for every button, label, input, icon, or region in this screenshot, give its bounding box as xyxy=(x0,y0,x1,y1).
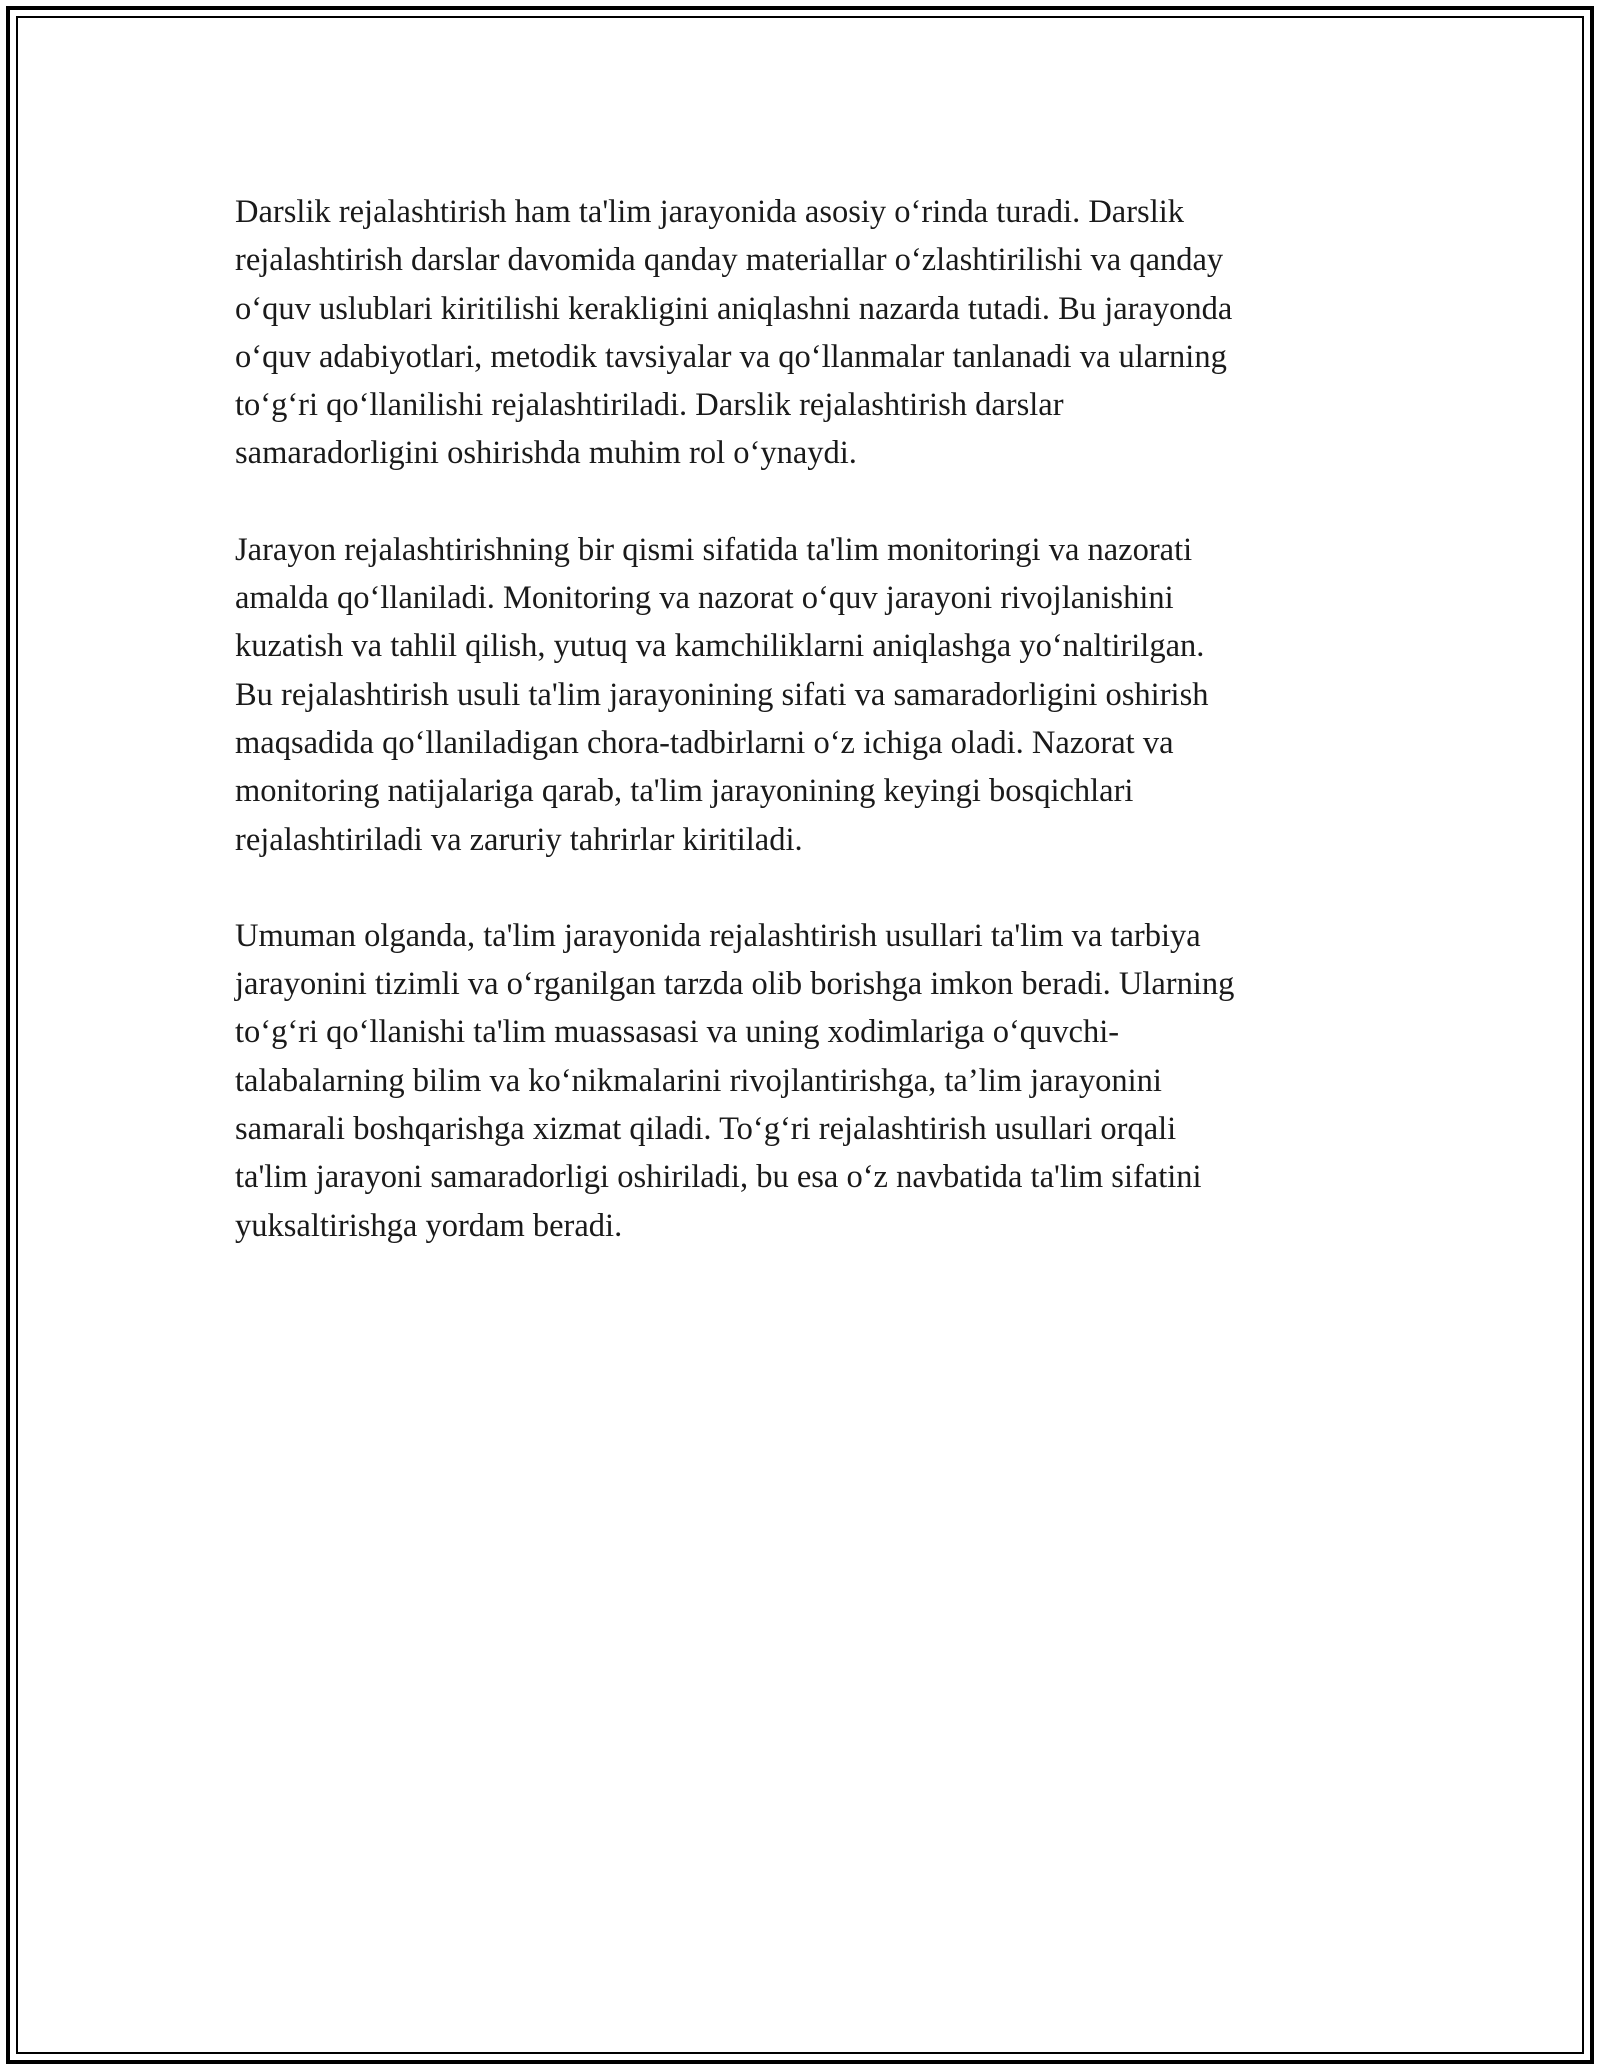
text-line: samarali boshqarishga xizmat qiladi. To‘g‘ri rejalashtirish usullari orqali xyxy=(235,1111,1177,1148)
text-line: jarayonini tizimli va o‘rganilgan tarzda olib borishga imkon beradi. Ularning xyxy=(235,966,1235,1003)
document-body xyxy=(235,188,1370,1298)
text-line: kuzatish va tahlil qilish, yutuq va kamchiliklarni aniqlashga yo‘naltirilgan. xyxy=(235,628,1205,665)
text-line: maqsadida qo‘llaniladigan chora-tadbirlarni o‘z ichiga oladi. Nazorat va xyxy=(235,724,1174,761)
text-line: o‘quv uslublari kiritilishi kerakligini aniqlashni nazarda tutadi. Bu jarayonda xyxy=(235,290,1233,327)
paragraph-umuman-olganda xyxy=(235,912,1370,1250)
text-line: o‘quv adabiyotlari, metodik tavsiyalar va qo‘llanmalar tanlanadi va ularning xyxy=(235,338,1227,375)
paragraph-jarayon-rejalashtirish xyxy=(235,526,1370,864)
text-line: rejalashtiriladi va zaruriy tahrirlar kiritiladi. xyxy=(235,821,803,858)
text-line: yuksaltirishga yordam beradi. xyxy=(235,1207,623,1244)
text-line: Darslik rejalashtirish ham ta'lim jarayonida asosiy o‘rinda turadi. Darslik xyxy=(235,194,1185,230)
text-line: ta'lim jarayoni samaradorligi oshiriladi, bu esa o‘z navbatida ta'lim sifatini xyxy=(235,1159,1202,1196)
text-line: to‘g‘ri qo‘llanishi ta'lim muassasasi va uning xodimlariga o‘quvchi- xyxy=(235,1014,1120,1051)
text-line: Bu rejalashtirish usuli ta'lim jarayonining sifati va samaradorligini oshirish xyxy=(235,676,1209,713)
text-line: rejalashtirish darslar davomida qanday materiallar o‘zlashtirilishi va qanday xyxy=(235,242,1224,279)
paragraph-darslik-rejalashtirish xyxy=(235,188,1370,478)
text-line: Jarayon rejalashtirishning bir qismi sifatida ta'lim monitoringi va nazorati xyxy=(235,531,1193,568)
text-line: to‘g‘ri qo‘llanilishi rejalashtiriladi. Darslik rejalashtirish darslar xyxy=(235,387,1064,424)
text-line: Umuman olganda, ta'lim jarayonida rejalashtirish usullari ta'lim va tarbiya xyxy=(235,917,1201,954)
text-line: amalda qo‘llaniladi. Monitoring va nazorat o‘quv jarayoni rivojlanishini xyxy=(235,580,1174,617)
text-line: samaradorligini oshirishda muhim rol o‘ynaydi. xyxy=(235,435,857,472)
text-line: talabalarning bilim va ko‘nikmalarini rivojlantirishga, ta’lim jarayonini xyxy=(235,1062,1162,1099)
text-line: monitoring natijalariga qarab, ta'lim jarayonining keyingi bosqichlari xyxy=(235,773,1134,810)
